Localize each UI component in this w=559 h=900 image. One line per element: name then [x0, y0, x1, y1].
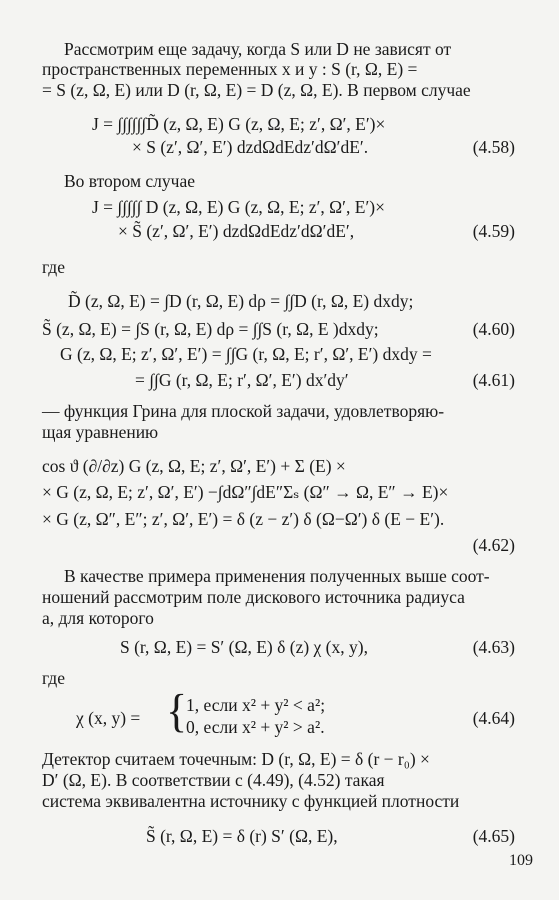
paragraph-line: Рассмотрим еще задачу, когда S или D не зависят от: [64, 39, 452, 59]
paragraph-line: — функция Грина для плоской задачи, удовлетворяю-: [42, 401, 445, 421]
equation-number: (4.59): [472, 221, 515, 241]
equation-line: 0, если x² + y² > a².: [186, 717, 325, 737]
equation-line: × S̃ (z′, Ω′, E′) dzdΩdEdz′dΩ′dE′,: [118, 221, 355, 241]
paragraph-line: ношений рассмотрим поле дискового источника радиуса: [42, 587, 465, 607]
equation-line: J = ∫∫∫∫∫ D (z, Ω, E) G (z, Ω, E; z′, Ω′, E′)×: [92, 197, 385, 217]
brace-symbol: {: [166, 685, 188, 738]
paragraph-line: пространственных переменных x и y : S (r, Ω, E) =: [42, 59, 418, 79]
paragraph-line: В качестве примера применения полученных выше соот-: [64, 566, 490, 586]
paragraph-line: щая уравнению: [42, 422, 159, 442]
equation-line: × S (z′, Ω′, E′) dzdΩdEdz′dΩ′dE′.: [132, 137, 369, 157]
paragraph-line: система эквивалентна источнику с функцией плотности: [42, 791, 460, 811]
equation-line: S (r, Ω, E) = S′ (Ω, E) δ (z) χ (x, y),: [120, 637, 368, 657]
page-number: 109: [509, 852, 533, 869]
paragraph-line: Детектор считаем точечным: D (r, Ω, E) = δ (r − r₀) ×: [42, 749, 430, 769]
paragraph-line: где: [42, 257, 65, 277]
equation-number: (4.60): [472, 319, 515, 339]
paragraph-line: Во втором случае: [64, 171, 195, 191]
paragraph-line: где: [42, 668, 65, 688]
equation-line: × G (z, Ω, E; z′, Ω′, E′) −∫dΩ″∫dE″Σₛ (Ω″ → Ω, E″ → E)×: [42, 482, 449, 502]
equation-line: 1, если x² + y² < a²;: [186, 695, 326, 715]
equation-line: D̃ (z, Ω, E) = ∫D (r, Ω, E) dρ = ∫∫D (r, Ω, E) dxdy;: [68, 291, 414, 311]
equation-line: G (z, Ω, E; z′, Ω′, E′) = ∫∫G (r, Ω, E; r′, Ω′, E′) dxdy =: [60, 344, 432, 364]
paragraph-line: a, для которого: [42, 608, 154, 628]
equation-line: χ (x, y) =: [76, 708, 141, 728]
paragraph-line: = S (z, Ω, E) или D (r, Ω, E) = D (z, Ω, E). В первом случае: [42, 80, 471, 100]
equation-number: (4.63): [472, 637, 515, 657]
equation-number: (4.64): [472, 708, 515, 728]
equation-line: J = ∫∫∫∫∫∫D̃ (z, Ω, E) G (z, Ω, E; z′, Ω′, E′)×: [92, 114, 386, 134]
equation-line: S̃ (z, Ω, E) = ∫S (r, Ω, E) dρ = ∫∫S (r, Ω, E )dxdy;: [42, 319, 379, 339]
equation-line: = ∫∫G (r, Ω, E; r′, Ω′, E′) dx′dy′: [135, 370, 349, 390]
equation-number: (4.65): [472, 826, 515, 846]
equation-number: (4.58): [472, 137, 515, 157]
equation-number: (4.61): [472, 370, 515, 390]
equation-line: × G (z, Ω″, E″; z′, Ω′, E′) = δ (z − z′) δ (Ω−Ω′) δ (E − E′).: [42, 509, 445, 529]
paragraph-line: D′ (Ω, E). В соответствии с (4.49), (4.52) такая: [42, 770, 385, 790]
equation-line: S̃ (r, Ω, E) = δ (r) S′ (Ω, E),: [146, 826, 338, 846]
equation-number: (4.62): [472, 535, 515, 555]
equation-line: cos ϑ (∂/∂z) G (z, Ω, E; z′, Ω′, E′) + Σ (E) ×: [42, 456, 346, 476]
